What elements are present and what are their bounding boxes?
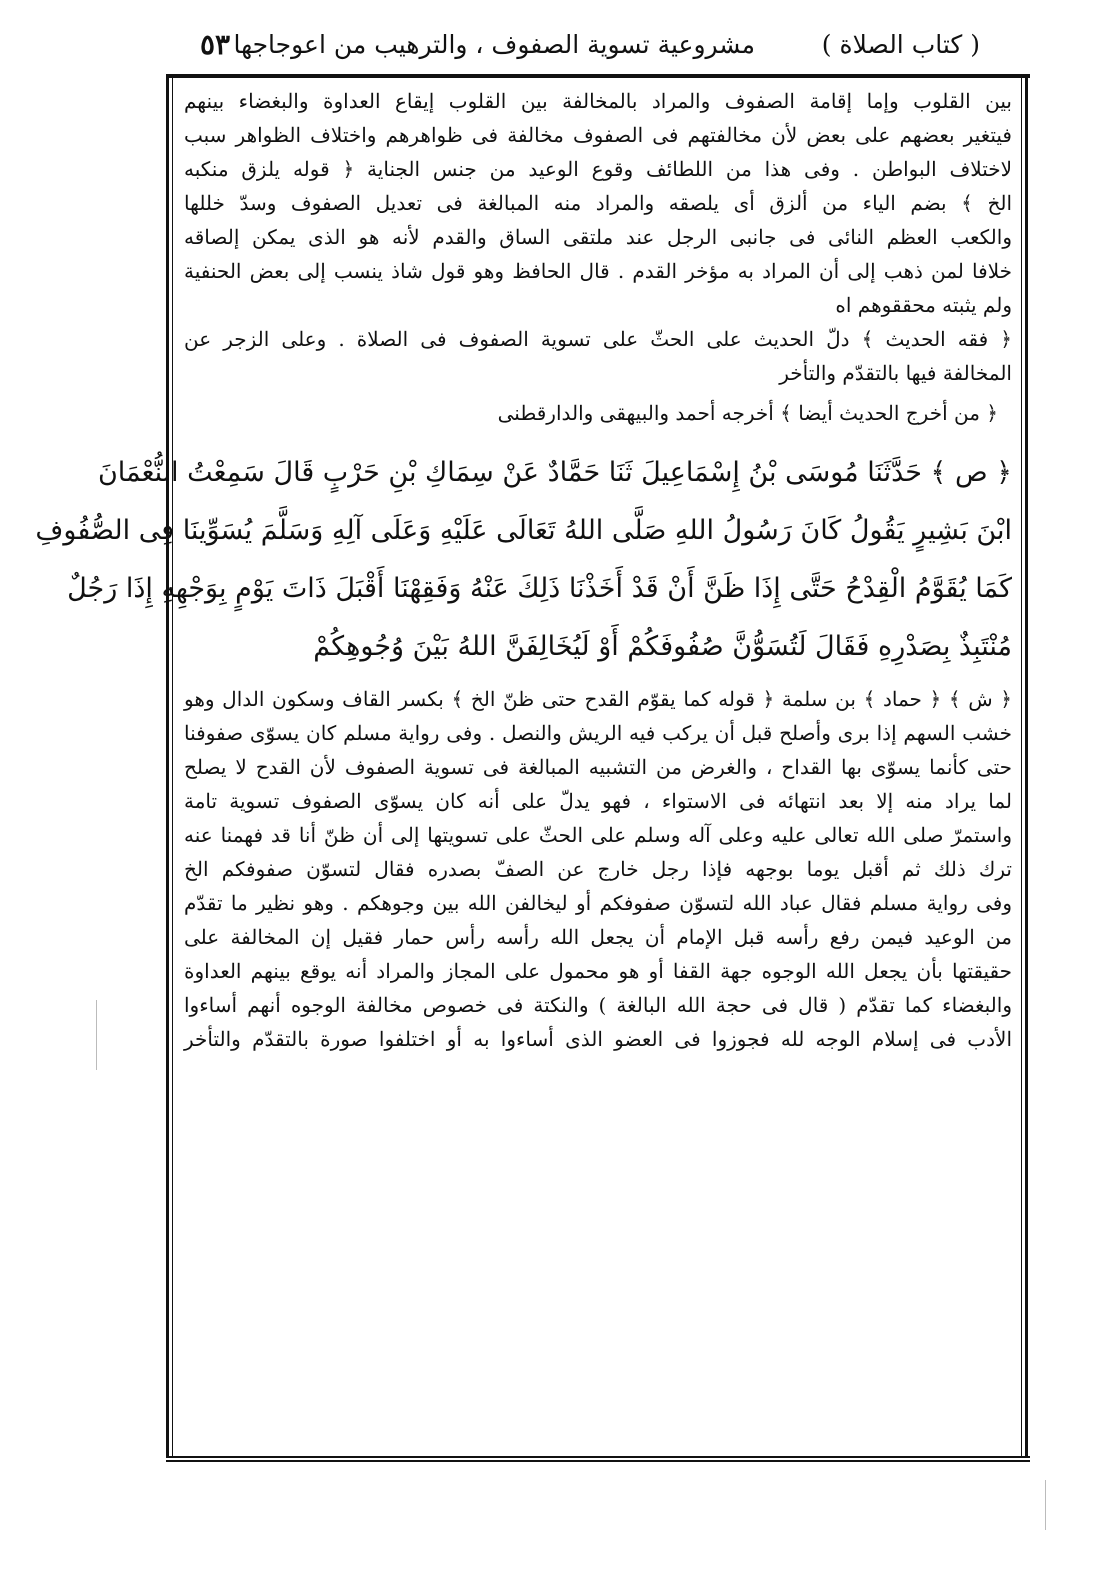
page-number: ٥٣ — [200, 28, 231, 61]
page-body — [35, 84, 1012, 1056]
text-line: الأدب فى إسلام الوجه لله فجوزوا فى العضو الذى أساءوا به أو اختلفوا صورة بالتقدّم والتأخر — [184, 1027, 1012, 1051]
text-line: لاختلاف البواطن . وفى هذا من اللطائف وقوع الوعيد من جنس الجناية ﴿ قوله يلزق منكبه — [184, 157, 1012, 181]
chapter-title: مشروعية تسوية الصفوف ، والترهيب من اعوجاجها — [233, 30, 755, 59]
text-line: ﴿ ش ﴾ ﴿ حماد ﴾ بن سلمة ﴿ قوله كما يقوّم القدح حتى ظنّ الخ ﴾ بكسر القاف وسكون الدال وهو — [184, 687, 1012, 711]
text-line: حتى كأنما يسوّى بها القداح ، والغرض من التشبيه المبالغة فى تسوية الصفوف لأن القدح لا يصلح — [184, 755, 1012, 779]
hadith-line: مُنْتَبِذٌ بِصَدْرِهِ فَقَالَ لَتُسَوُّنَّ صُفُوفَكُمْ أَوْ لَيُخَالِفَنَّ اللهُ بَيْنَ وُجُوهِكُمْ — [313, 631, 1012, 662]
text-line: بين القلوب وإما إقامة الصفوف والمراد بالمخالفة بين القلوب إيقاع العداوة والبغضاء بينهم — [184, 89, 1012, 113]
takhrij-section — [184, 396, 1012, 430]
text-line: حقيقتها بأن يجعل الله الوجوه جهة القفا أو هو محمول على المجاز والمراد أنه يوقع بينهم العداوة — [184, 959, 1012, 983]
text-line: ترك ذلك ثم أقبل يوما بوجهه فإذا رجل خارج عن الصفّ بصدره فقال لتسوّن صفوفكم الخ — [184, 857, 1012, 881]
page-header — [190, 24, 980, 74]
hadith-text — [35, 444, 1012, 676]
text-line: خشب السهم إذا برى وأصلح قبل أن يركب فيه الريش والنصل . وفى رواية مسلم كان يسوّى صفوفنا — [184, 721, 1012, 745]
text-line: واستمرّ صلى الله تعالى عليه وعلى آله وسلم على الحثّ على تسويتها إلى أن ظنّ أنا قد فهمنا عنه — [184, 823, 1012, 847]
text-line: ولم يثبته محققوهم اه — [835, 293, 1012, 317]
text-line: وفى رواية مسلم فقال عباد الله لتسوّن صفوفكم أو ليخالفن الله بين وجوهكم . وهو نظير ما تقدّم — [184, 891, 1012, 915]
text-line: والكعب العظم النائى فى جانبى الرجل عند ملتقى الساق والقدم لأنه هو الذى يمكن إلصاقه — [184, 225, 1012, 249]
margin-mark-left — [96, 1000, 97, 1070]
text-line: والبغضاء كما تقدّم ( قال فى حجة الله البالغة ) والنكتة فى خصوص مخالفة الوجوه أنهم أساءوا — [184, 993, 1012, 1017]
hadith-line: ابْنَ بَشِيرٍ يَقُولُ كَانَ رَسُولُ اللهِ صَلَّى اللهُ تَعَالَى عَلَيْهِ وَعَلَى آلِهِ وَسَلَّمَ يُسَوِّينَا فِى الصُّفُوفِ — [35, 515, 1012, 546]
text-line: الخ ﴾ بضم الياء من ألزق أى يلصقه والمراد منه المبالغة فى تعديل الصفوف وسدّ خللها — [184, 191, 1012, 215]
hadith-line: ﴿ ص ﴾ حَدَّثَنَا مُوسَى بْنُ إِسْمَاعِيلَ ثَنَا حَمَّادٌ عَنْ سِمَاكِ بْنِ حَرْبٍ قَالَ سَمِعْتُ النُّعْمَانَ — [97, 457, 1012, 488]
hadith-line: كَمَا يُقَوَّمُ الْقِدْحُ حَتَّى إِذَا ظَنَّ أَنْ قَدْ أَخَذْنَا ذَلِكَ عَنْهُ وَفَقِهْنَا أَقْبَلَ ذَاتَ يَوْمٍ بِوَجْهِهِ إِذَا رَجُلٌ — [67, 573, 1012, 604]
fiqh-section — [184, 322, 1012, 390]
text-line: ﴿ فقه الحديث ﴾ دلّ الحديث على الحثّ على تسوية الصفوف فى الصلاة . وعلى الزجر عن — [184, 327, 1012, 351]
book-title: ( كتاب الصلاة ) — [821, 30, 980, 59]
frame-rule-left — [166, 78, 173, 1456]
sharh-section — [184, 682, 1012, 1056]
text-line: ﴿ من أخرج الحديث أيضا ﴾ أخرجه أحمد والبيهقى والدارقطنى — [497, 401, 998, 425]
text-line: لما يراد منه إلا بعد انتهائه فى الاستواء ، فهو يدلّ على أنه كان يسوّى الصفوف تسوية تامة — [184, 789, 1012, 813]
text-line: المخالفة فيها بالتقدّم والتأخر — [779, 361, 1012, 385]
frame-rule-right — [1021, 78, 1028, 1456]
text-line: فيتغير بعضهم على بعض لأن مخالفتهم فى الصفوف مخالفة فى ظواهرهم واختلاف الظواهر سبب — [184, 123, 1012, 147]
commentary-top — [184, 84, 1012, 322]
margin-mark-right — [1045, 1480, 1046, 1530]
text-line: خلافا لمن ذهب إلى أن المراد به مؤخر القدم . قال الحافظ وهو قول شاذ ينسب إلى بعض الحنفية — [184, 259, 1012, 283]
text-line: من الوعيد فيمن رفع رأسه قبل الإمام أن يجعل الله رأسه رأس حمار فقيل إن المخالفة على — [184, 925, 1012, 949]
